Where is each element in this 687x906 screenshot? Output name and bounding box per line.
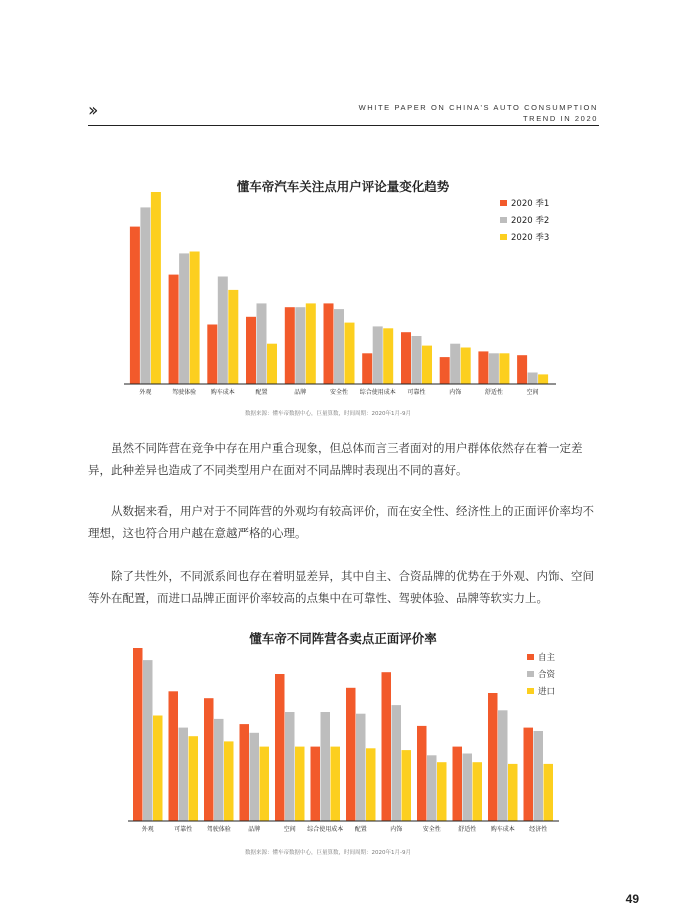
chart2-bar	[224, 741, 234, 821]
chart2-legend-swatch	[527, 671, 534, 677]
chart2-bar	[285, 712, 295, 821]
chart1-bar	[257, 303, 267, 384]
chart2-bar	[321, 712, 331, 821]
chart1-category-label: 空间	[526, 389, 539, 396]
chart2-category-label: 购车成本	[490, 826, 515, 833]
chart1-category-label: 安全性	[329, 389, 349, 396]
chart1-bar	[295, 307, 305, 384]
chart1-category-label: 配置	[255, 389, 268, 396]
chart2-bar	[356, 714, 366, 821]
chart1-category-label: 购车成本	[210, 389, 235, 396]
chart1-title: 懂车帝汽车关注点用户评论量变化趋势	[236, 179, 450, 194]
chart2-category-label: 品牌	[248, 826, 261, 833]
chart2-category-label: 外观	[141, 826, 154, 833]
chart1-bar	[218, 277, 228, 385]
chart2-bar	[534, 731, 544, 821]
chart1-category-label: 外观	[139, 389, 152, 396]
chart2-bar	[295, 747, 305, 821]
chart2-bar	[488, 693, 498, 821]
chart2-bar	[331, 747, 341, 821]
chart2-bar	[524, 728, 534, 821]
chart1-bar	[538, 374, 548, 384]
chart1-bar	[412, 336, 422, 384]
chart1-bar	[450, 344, 460, 384]
chart2-category-label: 综合使用成本	[307, 826, 344, 833]
chart1-legend-label: 2020 季2	[511, 216, 550, 226]
chart1-bar	[461, 348, 471, 385]
chart1-legend-swatch	[500, 200, 507, 206]
chart2-legend-swatch	[527, 654, 534, 660]
chart2-category-label: 可靠性	[174, 826, 193, 833]
chart2-bar	[366, 748, 376, 821]
chart2-category-label: 空间	[283, 826, 296, 833]
chart2-bar	[214, 719, 224, 821]
page-number: 49	[625, 892, 639, 906]
chart2-bar	[417, 726, 427, 821]
chart2-bar	[453, 747, 463, 821]
chart1-bar	[190, 252, 200, 385]
chart2-category-label: 安全性	[422, 826, 441, 833]
header-line-1: WHITE PAPER ON CHINA'S AUTO CONSUMPTION	[358, 103, 598, 112]
chart2-bar	[402, 750, 412, 821]
chart1-bar	[478, 351, 488, 384]
chart2-category-label: 内饰	[390, 826, 403, 833]
chart1-bar	[440, 357, 450, 384]
chart1-category-label: 可靠性	[407, 389, 426, 396]
chart1-bar	[169, 275, 179, 384]
chart2-bar	[260, 747, 270, 821]
chart1-bar	[285, 307, 295, 384]
chart1-bar	[324, 303, 334, 384]
paragraph-1: 虽然不同阵营在竞争中存在用户重合现象，但总体而言三者面对的用户群体依然存在着一定差异，此种差异也造成了不同类型用户在面对不同品牌时表现出不同的喜好。	[88, 441, 583, 477]
chart1-category-label: 内饰	[449, 389, 462, 396]
chart1-bar	[517, 355, 527, 384]
chart1-bar	[267, 344, 277, 384]
chart1-bar	[401, 332, 411, 384]
chart2-source-note: 数据来源：懂车帝数据中心，巨量算数，时间周期：2020年1月-9月	[245, 850, 411, 856]
chart1-bar	[422, 346, 432, 384]
chart2-category-label: 经济性	[529, 826, 548, 833]
chart2-bar	[143, 660, 153, 821]
chart1-bar	[362, 353, 372, 384]
paragraph-2: 从数据来看，用户对于不同阵营的外观均有较高评价，而在安全性、经济性上的正面评价率均不理想，这也符合用户越在意越严格的心理。	[88, 504, 594, 540]
chart2-bar	[179, 728, 189, 821]
chart1-bar	[207, 325, 217, 385]
chart2-bar	[133, 648, 143, 821]
chart2-bar	[169, 691, 179, 821]
chart2-bar	[311, 747, 321, 821]
paragraph-3: 除了共性外，不同派系间也存在着明显差异，其中自主、合资品牌的优势在于外观、内饰、空间等外在配置，而进口品牌正面评价率较高的点集中在可靠性、驾驶体验、品牌等软实力上。	[88, 569, 594, 605]
chart1-bar	[130, 227, 140, 384]
chart1-legend-swatch	[500, 217, 507, 223]
chart1-bar	[306, 303, 316, 384]
chart2-category-label: 配置	[354, 826, 367, 833]
chart1-bar	[528, 373, 538, 385]
chart2-bar	[240, 724, 250, 821]
chart2-legend-label: 合资	[538, 670, 556, 680]
chart2-bar	[473, 762, 483, 821]
chart1-bar	[179, 253, 189, 384]
chart2-bar	[275, 674, 285, 821]
chart1-category-label: 品牌	[294, 389, 307, 396]
chart2-bar	[382, 672, 392, 821]
chart2-bar	[498, 710, 508, 821]
chart1-legend-swatch	[500, 234, 507, 240]
chart2-legend-swatch	[527, 688, 534, 694]
chart1-bar	[383, 328, 393, 384]
chart1-bar	[334, 309, 344, 384]
chart2-bar	[508, 764, 518, 821]
chart2-legend-label: 进口	[538, 687, 556, 697]
chart1-source-note: 数据来源：懂车帝数据中心，巨量算数，时间周期：2020年1月-9月	[245, 411, 411, 417]
chart1-bar	[151, 192, 161, 384]
chart1-bar	[373, 326, 383, 384]
chart1-legend-label: 2020 季3	[511, 233, 550, 243]
chart1-category-label: 舒适性	[484, 389, 503, 396]
chart1-bar	[489, 353, 499, 384]
chart2-bar	[437, 762, 447, 821]
chart2-bar	[463, 754, 473, 822]
chart2-bar	[392, 705, 402, 821]
chart1-bar	[246, 317, 256, 384]
chart2-bar	[346, 688, 356, 821]
chart2-bar	[153, 716, 163, 822]
chart2-category-label: 驾驶体验	[206, 826, 231, 833]
chart1-category-label: 综合使用成本	[359, 389, 396, 396]
chart2-title: 懂车帝不同阵营各卖点正面评价率	[249, 631, 437, 646]
header-chevrons: ››	[88, 100, 95, 121]
chart1-bar	[140, 207, 150, 384]
chart2-bar	[250, 733, 260, 821]
chart2-category-label: 舒适性	[458, 826, 477, 833]
chart1-bar	[499, 353, 509, 384]
chart2-legend-label: 自主	[538, 653, 556, 663]
chart1-bar	[228, 290, 238, 384]
chart2-bar	[204, 698, 214, 821]
chart1-category-label: 驾驶体验	[172, 389, 197, 396]
chart2-bar	[427, 755, 437, 821]
chart1-bar	[345, 323, 355, 384]
chart2-bar	[544, 764, 554, 821]
header-line-2: TREND IN 2020	[523, 114, 598, 123]
chart1-legend-label: 2020 季1	[511, 199, 550, 209]
chart2-bar	[189, 736, 199, 821]
